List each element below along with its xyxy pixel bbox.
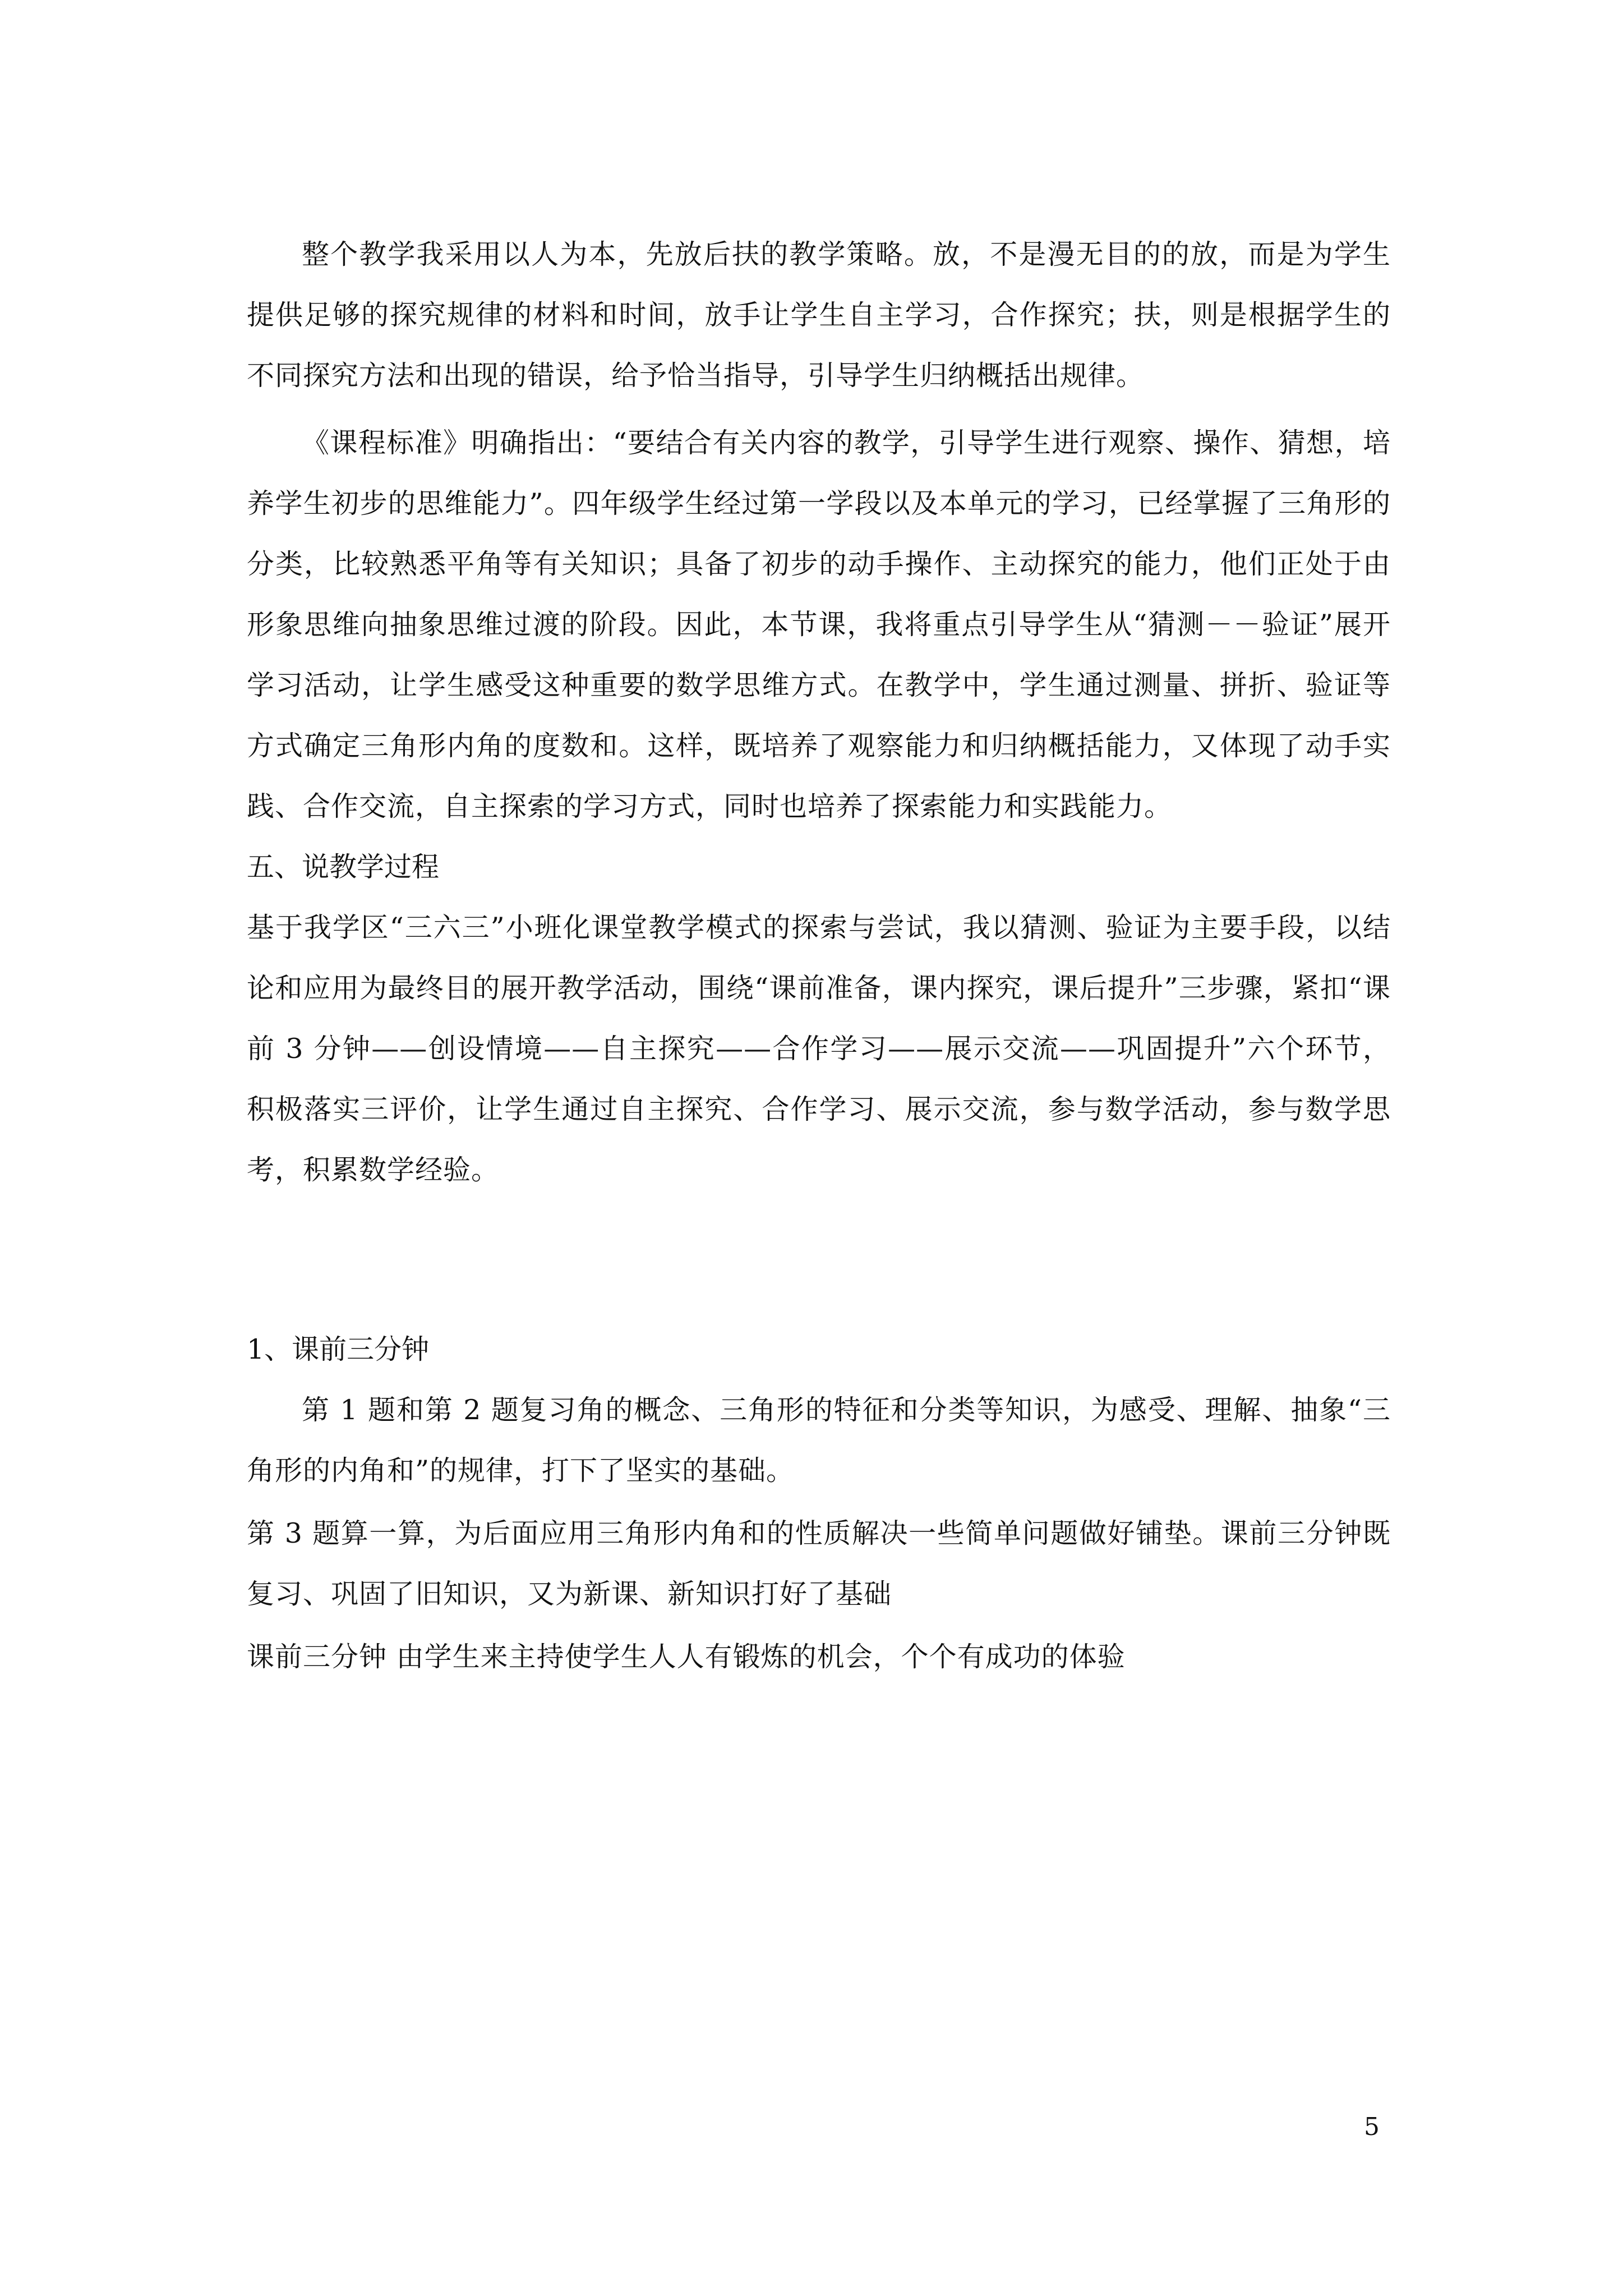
document-body [247,224,1391,1687]
subsection-heading-three-minutes: 1、课前三分钟 [247,1333,430,1365]
section-heading-teaching-process: 五、说教学过程 [247,851,440,883]
page-number: 5 [1364,2113,1380,2141]
paragraph-student-host: 课前三分钟 由学生来主持使学生人人有锻炼的机会，个个有成功的体验 [247,1641,1126,1673]
paragraph-curriculum-standard: 《课程标准》明确指出：“要结合有关内容的教学，引导学生进行观察、操作、猜想，培养学生初步的思维能力”。四年级学生经过第一学段以及本单元的学习，已经掌握了三角形的分类，比较熟悉平角等有关知识；具备了初步的动手操作、主动探究的能力，他们正处于由形象思维向抽象思维过渡的阶段。因此，本节课，我将重点引导学生从“猜测－－验证”展开学习活动，让学生感受这种重要的数学思维方式。在教学中，学生通过测量、拼折、验证等方式确定三角形内角的度数和。这样，既培养了观察能力和归纳概括能力，又体现了动手实践、合作交流，自主探索的学习方式，同时也培养了探索能力和实践能力。 [247,427,1391,822]
paragraph-question-three: 第 3 题算一算，为后面应用三角形内角和的性质解决一些简单问题做好铺垫。课前三分钟既复习、巩固了旧知识，又为新课、新知识打好了基础 [247,1517,1391,1610]
paragraph-teaching-strategy: 整个教学我采用以人为本，先放后扶的教学策略。放，不是漫无目的的放，而是为学生提供足够的探究规律的材料和时间，放手让学生自主学习，合作探究；扶，则是根据学生的不同探究方法和出现的错误，给予恰当指导，引导学生归纳概括出规律。 [247,238,1391,392]
paragraph-questions-review: 第 1 题和第 2 题复习角的概念、三角形的特征和分类等知识，为感受、理解、抽象“三角形的内角和”的规律，打下了坚实的基础。 [247,1394,1391,1487]
paragraph-teaching-model: 基于我学区“三六三”小班化课堂教学模式的探索与尝试，我以猜测、验证为主要手段，以结论和应用为最终目的展开教学活动，围绕“课前准备，课内探究，课后提升”三步骤，紧扣“课前 3 分钟——创设情境——自主探究——合作学习——展示交流——巩固提升”六个环节，积极落实三评价，让学生通过自主探究、合作学习、展示交流，参与数学活动，参与数学思考，积累数学经验。 [247,912,1391,1186]
